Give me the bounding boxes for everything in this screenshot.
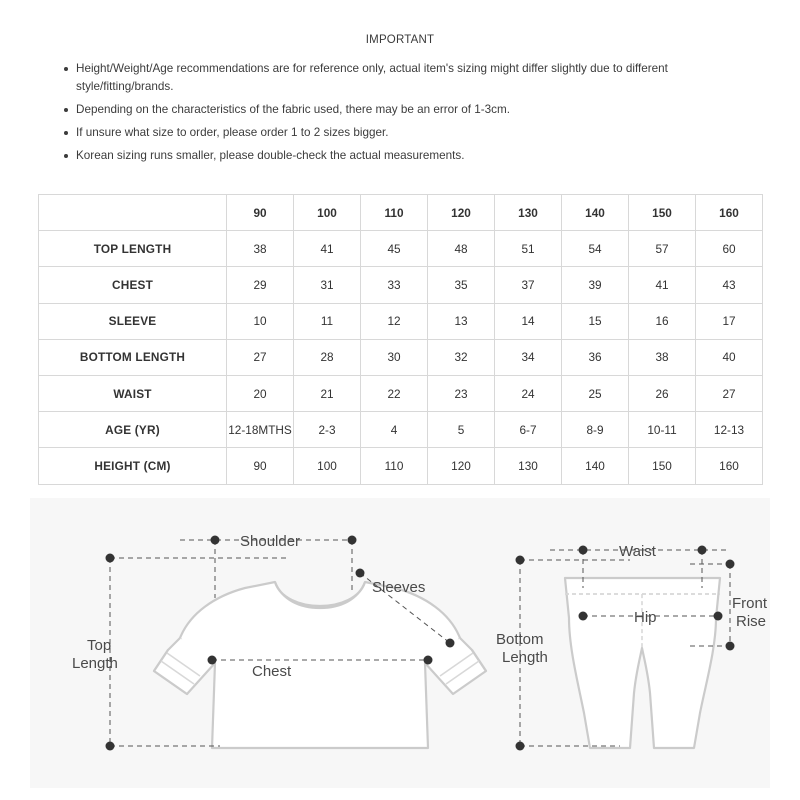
table-cell: 57 (629, 231, 696, 267)
table-cell: 100 (294, 448, 361, 484)
table-col-header: 150 (629, 195, 696, 231)
table-cell: 20 (227, 375, 294, 411)
table-cell: 41 (294, 231, 361, 267)
table-cell: 26 (629, 375, 696, 411)
table-cell: 38 (629, 339, 696, 375)
table-cell: 22 (361, 375, 428, 411)
row-label: SLEEVE (39, 303, 227, 339)
table-corner-cell (39, 195, 227, 231)
table-cell: 34 (495, 339, 562, 375)
table-cell: 24 (495, 375, 562, 411)
table-cell: 17 (696, 303, 763, 339)
table-cell: 120 (428, 448, 495, 484)
size-table-container (38, 194, 762, 485)
table-cell: 10-11 (629, 412, 696, 448)
table-cell: 130 (495, 448, 562, 484)
table-cell: 23 (428, 375, 495, 411)
table-cell: 140 (562, 448, 629, 484)
table-cell: 43 (696, 267, 763, 303)
label-shoulder: Shoulder (240, 533, 301, 550)
table-cell: 29 (227, 267, 294, 303)
table-cell: 4 (361, 412, 428, 448)
table-cell: 8-9 (562, 412, 629, 448)
table-cell: 51 (495, 231, 562, 267)
table-cell: 28 (294, 339, 361, 375)
label-waist: Waist (619, 543, 656, 560)
table-cell: 54 (562, 231, 629, 267)
table-cell: 27 (227, 339, 294, 375)
table-cell: 32 (428, 339, 495, 375)
label-top-length-line1: Top (87, 637, 112, 654)
table-cell: 11 (294, 303, 361, 339)
table-cell: 41 (629, 267, 696, 303)
row-label: HEIGHT (CM) (39, 448, 227, 484)
page-title: IMPORTANT (365, 34, 435, 46)
table-col-header: 110 (361, 195, 428, 231)
table-cell: 30 (361, 339, 428, 375)
note-item: Depending on the characteristics of the fabric used, there may be an error of 1-3cm. (64, 101, 754, 119)
size-table (38, 194, 763, 485)
row-label: WAIST (39, 375, 227, 411)
table-cell: 33 (361, 267, 428, 303)
table-cell: 6-7 (495, 412, 562, 448)
table-col-header: 90 (227, 195, 294, 231)
table-cell: 12 (361, 303, 428, 339)
table-cell: 21 (294, 375, 361, 411)
table-col-header: 130 (495, 195, 562, 231)
important-section (0, 0, 800, 165)
label-hip: Hip (634, 609, 657, 626)
table-cell: 13 (428, 303, 495, 339)
label-sleeves: Sleeves (372, 579, 426, 596)
table-cell: 35 (428, 267, 495, 303)
table-row (39, 412, 763, 448)
measurement-diagram-panel (30, 498, 770, 788)
table-cell: 90 (227, 448, 294, 484)
table-cell: 45 (361, 231, 428, 267)
label-front-rise-line2: Rise (736, 613, 767, 630)
table-cell: 12-18MTHS (227, 412, 294, 448)
table-cell: 25 (562, 375, 629, 411)
table-row (39, 267, 763, 303)
table-row (39, 375, 763, 411)
table-col-header: 160 (696, 195, 763, 231)
row-label: AGE (YR) (39, 412, 227, 448)
label-front-rise-line1: Front (732, 595, 768, 612)
table-cell: 36 (562, 339, 629, 375)
table-col-header: 120 (428, 195, 495, 231)
table-cell: 16 (629, 303, 696, 339)
label-chest: Chest (252, 663, 292, 680)
table-cell: 2-3 (294, 412, 361, 448)
label-bottom-length-line2: Length (502, 649, 548, 666)
table-cell: 150 (629, 448, 696, 484)
table-cell: 38 (227, 231, 294, 267)
notes-list (0, 60, 800, 165)
note-item: Height/Weight/Age recommendations are for reference only, actual item's sizing might differ slightly due to different style/fitting/brands. (64, 60, 754, 96)
table-row (39, 339, 763, 375)
table-col-header: 100 (294, 195, 361, 231)
table-row (39, 231, 763, 267)
table-cell: 12-13 (696, 412, 763, 448)
label-bottom-length-line1: Bottom (496, 631, 544, 648)
row-label: TOP LENGTH (39, 231, 227, 267)
table-row (39, 303, 763, 339)
table-cell: 27 (696, 375, 763, 411)
table-cell: 48 (428, 231, 495, 267)
table-cell: 39 (562, 267, 629, 303)
table-cell: 110 (361, 448, 428, 484)
row-label: BOTTOM LENGTH (39, 339, 227, 375)
table-cell: 40 (696, 339, 763, 375)
table-col-header: 140 (562, 195, 629, 231)
table-row (39, 448, 763, 484)
table-cell: 10 (227, 303, 294, 339)
note-item: If unsure what size to order, please order 1 to 2 sizes bigger. (64, 124, 754, 142)
table-cell: 31 (294, 267, 361, 303)
table-header-row (39, 195, 763, 231)
row-label: CHEST (39, 267, 227, 303)
table-cell: 15 (562, 303, 629, 339)
table-cell: 60 (696, 231, 763, 267)
table-cell: 160 (696, 448, 763, 484)
note-item: Korean sizing runs smaller, please double-check the actual measurements. (64, 147, 754, 165)
table-cell: 14 (495, 303, 562, 339)
label-top-length-line2: Length (72, 655, 118, 672)
table-cell: 37 (495, 267, 562, 303)
table-cell: 5 (428, 412, 495, 448)
